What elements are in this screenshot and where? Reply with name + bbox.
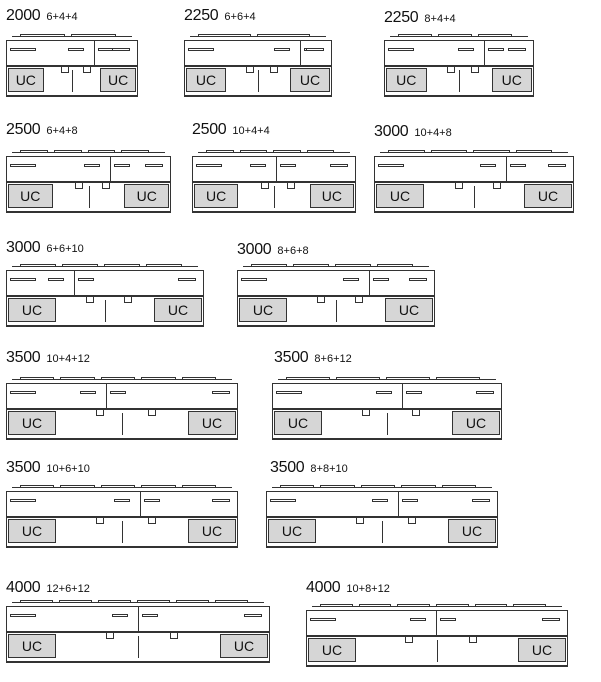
center-knob xyxy=(86,296,94,303)
control-handle xyxy=(306,48,324,51)
control-handle xyxy=(212,499,230,502)
unit-combination: 8+6+12 xyxy=(314,353,352,365)
cabinet-divider xyxy=(474,186,475,208)
burner-grate xyxy=(182,377,216,380)
section-divider xyxy=(484,40,485,66)
base-line xyxy=(6,212,171,213)
base-line xyxy=(272,439,502,440)
center-knob xyxy=(355,296,363,303)
unit-header xyxy=(192,122,270,139)
undercounter-left: UC xyxy=(274,411,322,435)
unit-combination: 10+8+12 xyxy=(346,583,390,595)
control-handle xyxy=(276,391,302,394)
burner-grate xyxy=(60,377,94,380)
cabinet-divider xyxy=(89,186,90,208)
section-divider xyxy=(398,491,399,517)
unit-size: 4000 xyxy=(306,579,341,596)
burner-grate xyxy=(475,604,508,607)
burner-grate xyxy=(20,377,54,380)
burner-grate xyxy=(88,150,116,153)
center-knob xyxy=(170,632,178,639)
control-handle xyxy=(110,391,126,394)
undercounter-right: UC xyxy=(124,184,169,208)
unit-body xyxy=(266,491,498,517)
control-handle xyxy=(10,48,36,51)
control-handle xyxy=(112,614,128,617)
control-handle xyxy=(310,618,336,621)
unit-size: 3500 xyxy=(6,459,41,476)
control-handle xyxy=(476,391,494,394)
section-divider xyxy=(276,156,277,182)
control-handle xyxy=(372,499,388,502)
control-handle xyxy=(10,499,36,502)
base-line xyxy=(6,326,204,327)
section-divider xyxy=(94,40,95,66)
burner-grate xyxy=(121,150,149,153)
unit-combination: 8+8+10 xyxy=(310,463,348,475)
undercounter-right: UC xyxy=(188,411,236,435)
cabinet-divider xyxy=(387,413,388,435)
burner-grate xyxy=(293,264,329,267)
unit-size: 2000 xyxy=(6,7,41,24)
center-knob xyxy=(317,296,325,303)
control-handle xyxy=(112,48,130,51)
burner-grate xyxy=(141,485,175,488)
section-divider xyxy=(369,270,370,296)
control-handle xyxy=(376,391,392,394)
center-knob xyxy=(412,409,420,416)
control-handle xyxy=(142,614,158,617)
center-knob xyxy=(405,636,413,643)
unit-combination: 10+4+8 xyxy=(414,127,452,139)
unit-header xyxy=(184,8,256,25)
base-line xyxy=(237,326,435,327)
center-knob xyxy=(362,409,370,416)
burner-grate xyxy=(20,600,53,603)
control-handle xyxy=(10,278,36,281)
unit-header xyxy=(384,10,456,27)
unit-header xyxy=(6,350,90,367)
control-handle xyxy=(542,618,560,621)
control-handle xyxy=(488,48,504,51)
center-knob xyxy=(96,409,104,416)
control-handle xyxy=(212,391,230,394)
section-divider xyxy=(300,40,301,66)
burner-grate xyxy=(442,485,476,488)
base-line xyxy=(6,96,138,97)
control-handle xyxy=(68,48,84,51)
center-knob xyxy=(471,66,479,73)
unit-header xyxy=(6,460,90,477)
unit-combination: 8+4+4 xyxy=(424,13,456,25)
burner-grate xyxy=(431,150,468,153)
center-knob xyxy=(102,182,110,189)
unit-combination: 10+6+10 xyxy=(46,463,90,475)
center-knob xyxy=(83,66,91,73)
control-handle xyxy=(48,278,64,281)
undercounter-left: UC xyxy=(8,184,53,208)
burner-grate xyxy=(20,485,54,488)
burner-grate xyxy=(516,150,553,153)
unit-body xyxy=(374,156,574,182)
control-handle xyxy=(402,499,418,502)
unit-size: 2500 xyxy=(192,121,227,138)
burner-grate xyxy=(206,150,234,153)
control-handle xyxy=(510,164,526,167)
unit-body xyxy=(192,156,356,182)
unit-header xyxy=(6,580,90,597)
undercounter-left: UC xyxy=(376,184,424,208)
center-knob xyxy=(246,66,254,73)
cabinet-divider xyxy=(122,521,123,543)
burner-grate xyxy=(513,604,546,607)
unit-header xyxy=(306,580,390,597)
burner-grate xyxy=(307,150,335,153)
center-knob xyxy=(493,182,501,189)
center-knob xyxy=(455,182,463,189)
burner-grate xyxy=(176,600,209,603)
undercounter-right: UC xyxy=(154,298,202,322)
undercounter-left: UC xyxy=(8,68,44,92)
unit-size: 3000 xyxy=(6,239,41,256)
control-handle xyxy=(406,391,422,394)
section-divider xyxy=(106,383,107,409)
center-knob xyxy=(408,517,416,524)
unit-body xyxy=(237,270,435,296)
section-divider xyxy=(506,156,507,182)
burner-grate xyxy=(182,485,216,488)
undercounter-right: UC xyxy=(290,68,330,92)
control-handle xyxy=(388,48,414,51)
section-divider xyxy=(402,383,403,409)
center-knob xyxy=(270,66,278,73)
center-knob xyxy=(469,636,477,643)
center-knob xyxy=(148,409,156,416)
center-knob xyxy=(447,66,455,73)
burner-grate xyxy=(54,150,82,153)
undercounter-right: UC xyxy=(100,68,136,92)
undercounter-left: UC xyxy=(239,298,287,322)
unit-header xyxy=(274,350,352,367)
base-line xyxy=(374,212,574,213)
burner-grate xyxy=(146,264,182,267)
undercounter-left: UC xyxy=(308,638,356,662)
cabinet-divider xyxy=(138,636,139,658)
unit-body xyxy=(6,156,171,182)
center-knob xyxy=(287,182,295,189)
cabinet-divider xyxy=(382,521,383,543)
burner-grate xyxy=(198,34,251,37)
undercounter-right: UC xyxy=(385,298,433,322)
undercounter-right: UC xyxy=(448,519,496,543)
burner-grate xyxy=(336,377,380,380)
control-handle xyxy=(10,614,36,617)
unit-size: 2250 xyxy=(384,9,419,26)
cabinet-divider xyxy=(122,413,123,435)
control-handle xyxy=(78,278,94,281)
undercounter-right: UC xyxy=(492,68,533,92)
cabinet-divider xyxy=(105,300,106,322)
control-handle xyxy=(84,164,100,167)
undercounter-left: UC xyxy=(8,634,56,658)
undercounter-right: UC xyxy=(524,184,572,208)
burner-grate xyxy=(20,34,65,37)
burner-grate xyxy=(59,600,92,603)
unit-header xyxy=(270,460,348,477)
base-line xyxy=(6,662,270,663)
unit-body xyxy=(184,40,332,66)
control-handle xyxy=(440,618,456,621)
base-line xyxy=(266,547,498,548)
control-handle xyxy=(250,164,266,167)
base-line xyxy=(184,96,332,97)
control-handle xyxy=(196,164,222,167)
burner-grate xyxy=(359,604,392,607)
control-handle xyxy=(10,391,36,394)
unit-size: 2250 xyxy=(184,7,219,24)
center-knob xyxy=(61,66,69,73)
unit-combination: 6+6+10 xyxy=(46,243,84,255)
burner-grate xyxy=(257,34,310,37)
unit-body xyxy=(272,383,502,409)
undercounter-right: UC xyxy=(310,184,354,208)
section-divider xyxy=(110,156,111,182)
cabinet-divider xyxy=(437,640,438,662)
section-divider xyxy=(140,491,141,517)
burner-grate xyxy=(251,264,287,267)
undercounter-left: UC xyxy=(186,68,226,92)
unit-size: 3500 xyxy=(270,459,305,476)
center-knob xyxy=(96,517,104,524)
center-knob xyxy=(148,517,156,524)
burner-grate xyxy=(215,600,248,603)
base-line xyxy=(192,212,356,213)
burner-grate xyxy=(20,150,48,153)
burner-grate xyxy=(71,34,116,37)
control-handle xyxy=(373,278,389,281)
unit-header xyxy=(6,122,78,139)
burner-grate xyxy=(377,264,413,267)
unit-size: 3500 xyxy=(6,349,41,366)
control-handle xyxy=(188,48,214,51)
control-handle xyxy=(80,391,96,394)
unit-combination: 10+4+12 xyxy=(46,353,90,365)
burner-grate xyxy=(101,485,135,488)
burner-grate xyxy=(286,377,330,380)
undercounter-left: UC xyxy=(194,184,238,208)
unit-body xyxy=(6,270,204,296)
control-handle xyxy=(145,164,163,167)
control-handle xyxy=(114,499,130,502)
control-handle xyxy=(378,164,404,167)
unit-body xyxy=(384,40,534,66)
control-handle xyxy=(244,614,262,617)
control-handle xyxy=(10,164,36,167)
unit-size: 4000 xyxy=(6,579,41,596)
control-handle xyxy=(508,48,526,51)
cabinet-divider xyxy=(336,300,337,322)
control-handle xyxy=(548,164,566,167)
burner-grate xyxy=(20,264,56,267)
unit-combination: 6+4+4 xyxy=(46,11,78,23)
unit-header xyxy=(237,242,309,259)
undercounter-left: UC xyxy=(8,298,56,322)
control-handle xyxy=(343,278,359,281)
control-handle xyxy=(114,164,130,167)
base-line xyxy=(6,439,238,440)
burner-grate xyxy=(60,485,94,488)
section-divider xyxy=(74,270,75,296)
section-divider xyxy=(436,610,437,636)
burner-grate xyxy=(473,150,510,153)
unit-header xyxy=(6,8,78,25)
control-handle xyxy=(274,48,290,51)
burner-grate xyxy=(388,150,425,153)
burner-grate xyxy=(98,600,131,603)
burner-grate xyxy=(397,604,430,607)
burner-grate xyxy=(320,485,354,488)
burner-grate xyxy=(361,485,395,488)
unit-size: 3000 xyxy=(237,241,272,258)
undercounter-right: UC xyxy=(220,634,268,658)
unit-size: 3500 xyxy=(274,349,309,366)
unit-combination: 10+4+4 xyxy=(232,125,270,137)
undercounter-left: UC xyxy=(386,68,427,92)
burner-grate xyxy=(240,150,268,153)
cabinet-divider xyxy=(459,70,460,92)
burner-grate xyxy=(62,264,98,267)
unit-body xyxy=(306,610,568,636)
control-handle xyxy=(144,499,160,502)
unit-header xyxy=(6,240,84,257)
burner-grate xyxy=(386,377,430,380)
burner-grate xyxy=(436,604,469,607)
undercounter-right: UC xyxy=(452,411,500,435)
unit-size: 2500 xyxy=(6,121,41,138)
control-handle xyxy=(280,164,296,167)
section-divider xyxy=(138,606,139,632)
control-handle xyxy=(241,278,267,281)
burner-grate xyxy=(101,377,135,380)
base-line xyxy=(6,547,238,548)
burner-grate xyxy=(335,264,371,267)
burner-grate xyxy=(478,34,512,37)
center-knob xyxy=(106,632,114,639)
undercounter-right: UC xyxy=(188,519,236,543)
burner-grate xyxy=(141,377,175,380)
burner-grate xyxy=(137,600,170,603)
undercounter-left: UC xyxy=(8,411,56,435)
center-knob xyxy=(261,182,269,189)
center-knob xyxy=(356,517,364,524)
undercounter-left: UC xyxy=(268,519,316,543)
unit-combination: 6+6+4 xyxy=(224,11,256,23)
unit-combination: 8+6+8 xyxy=(277,245,309,257)
unit-combination: 12+6+12 xyxy=(46,583,90,595)
burner-grate xyxy=(398,34,432,37)
control-handle xyxy=(270,499,296,502)
burner-grate xyxy=(320,604,353,607)
control-handle xyxy=(472,499,490,502)
unit-size: 3000 xyxy=(374,123,409,140)
cabinet-divider xyxy=(274,186,275,208)
burner-grate xyxy=(436,377,480,380)
unit-body xyxy=(6,40,138,66)
center-knob xyxy=(75,182,83,189)
control-handle xyxy=(410,618,426,621)
burner-grate xyxy=(401,485,435,488)
burner-grate xyxy=(280,485,314,488)
center-knob xyxy=(124,296,132,303)
control-handle xyxy=(178,278,196,281)
base-line xyxy=(306,666,568,667)
control-handle xyxy=(409,278,427,281)
unit-body xyxy=(6,383,238,409)
control-handle xyxy=(458,48,474,51)
undercounter-right: UC xyxy=(518,638,566,662)
undercounter-left: UC xyxy=(8,519,56,543)
burner-grate xyxy=(104,264,140,267)
unit-header xyxy=(374,124,452,141)
unit-body xyxy=(6,491,238,517)
cabinet-divider xyxy=(258,70,259,92)
cabinet-divider xyxy=(72,70,73,92)
burner-grate xyxy=(438,34,472,37)
control-handle xyxy=(480,164,496,167)
base-line xyxy=(384,96,534,97)
burner-grate xyxy=(273,150,301,153)
control-handle xyxy=(330,164,348,167)
unit-combination: 6+4+8 xyxy=(46,125,78,137)
